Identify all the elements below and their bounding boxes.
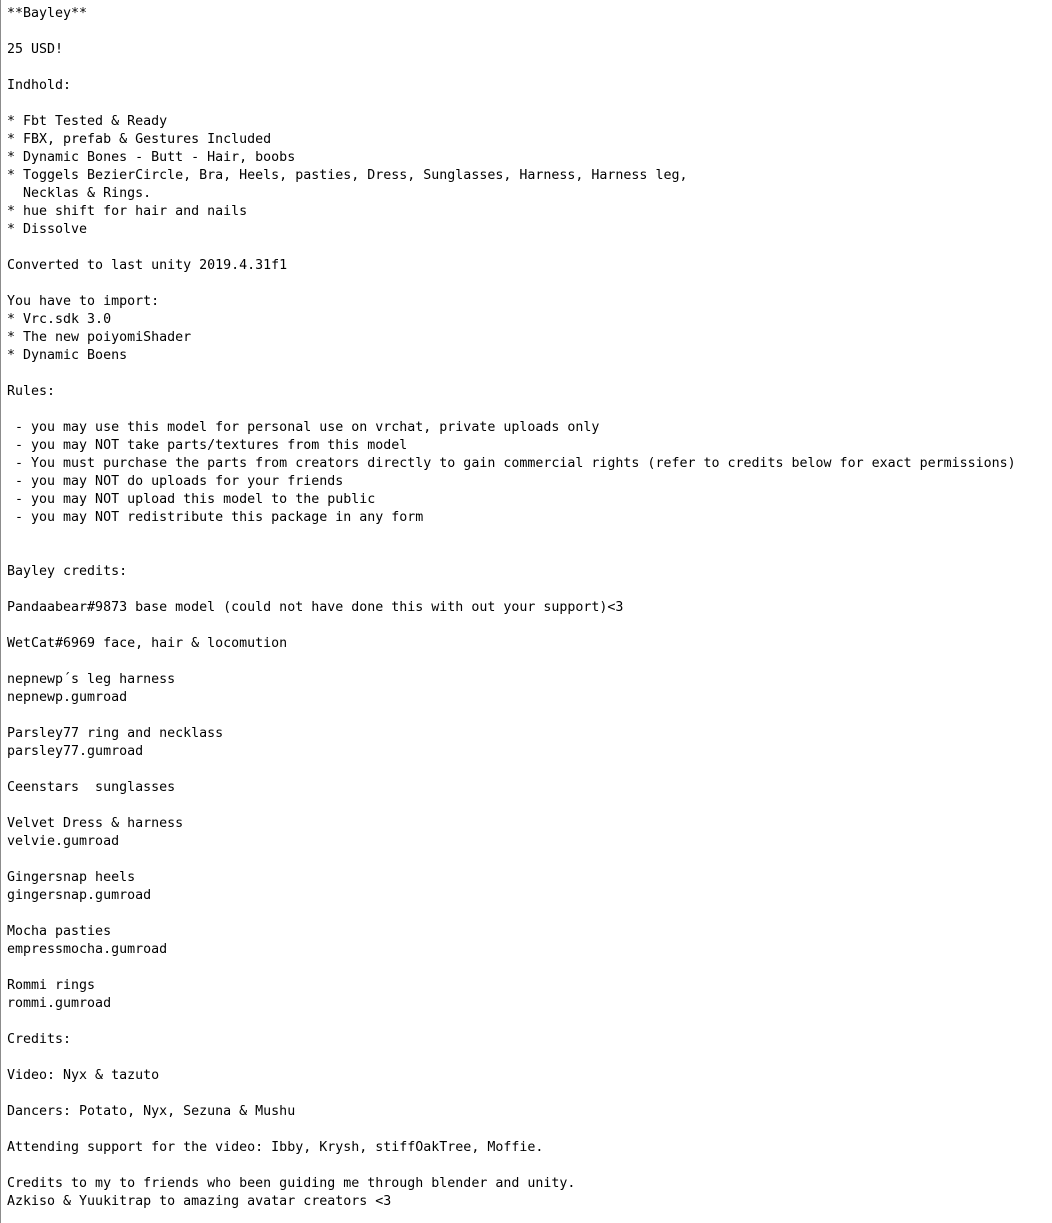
text-line: Indhold: — [7, 78, 72, 93]
text-line: * Dynamic Bones - Butt - Hair, boobs — [7, 150, 296, 165]
text-line: Dancers: Potato, Nyx, Sezuna & Mushu — [7, 1104, 296, 1119]
text-line — [7, 275, 1044, 293]
text-line — [7, 23, 1044, 41]
text-line: Credits: — [7, 1032, 72, 1047]
text-line: * Dissolve — [7, 222, 88, 237]
text-line: parsley77.gumroad — [7, 744, 144, 759]
text-line — [7, 707, 1044, 725]
text-line: Pandaabear#9873 base model (could not have done this with out your support)<3 — [7, 600, 624, 615]
text-line — [7, 239, 1044, 257]
text-line: Velvet Dress & harness — [7, 816, 184, 831]
text-line — [7, 851, 1044, 869]
text-line: rommi.gumroad — [7, 996, 112, 1011]
text-line: Credits to my to friends who been guiding me through blender and unity. — [7, 1176, 576, 1191]
text-line: WetCat#6969 face, hair & locomution — [7, 636, 288, 651]
text-line — [7, 95, 1044, 113]
text-line: Parsley77 ring and necklass — [7, 726, 224, 741]
text-line — [7, 905, 1044, 923]
text-line — [7, 1013, 1044, 1031]
text-line: Gingersnap heels — [7, 870, 136, 885]
text-line — [7, 527, 1044, 545]
text-line: Rules: — [7, 384, 56, 399]
text-line: * Fbt Tested & Ready — [7, 114, 168, 129]
text-line: - you may NOT redistribute this package in any form — [7, 510, 424, 525]
text-line — [7, 545, 1044, 563]
text-line: * FBX, prefab & Gestures Included — [7, 132, 272, 147]
text-line — [7, 959, 1044, 977]
text-line: * Vrc.sdk 3.0 — [7, 312, 112, 327]
text-line: - you may NOT take parts/textures from this model — [7, 438, 408, 453]
text-line — [7, 653, 1044, 671]
text-line: - you may NOT upload this model to the public — [7, 492, 376, 507]
text-line: Video: Nyx & tazuto — [7, 1068, 160, 1083]
text-line: * Dynamic Boens — [7, 348, 128, 363]
text-line: 25 USD! — [7, 42, 64, 57]
text-line: * Toggels BezierCircle, Bra, Heels, pasties, Dress, Sunglasses, Harness, Harness leg, — [7, 168, 688, 183]
text-line — [7, 1121, 1044, 1139]
text-line — [7, 59, 1044, 77]
text-line: - you may use this model for personal use on vrchat, private uploads only — [7, 420, 600, 435]
text-line: - You must purchase the parts from creators directly to gain commercial rights (refer to credits below for exact permissions) — [7, 456, 1016, 471]
text-line: * hue shift for hair and nails — [7, 204, 248, 219]
text-line — [7, 797, 1044, 815]
text-line: Rommi rings — [7, 978, 96, 993]
text-line: * The new poiyomiShader — [7, 330, 192, 345]
text-line: Azkiso & Yuukitrap to amazing avatar creators <3 — [7, 1194, 392, 1209]
text-line — [7, 617, 1044, 635]
text-line: empressmocha.gumroad — [7, 942, 168, 957]
text-line: **Bayley** — [7, 6, 88, 21]
text-line — [7, 761, 1044, 779]
text-line — [7, 1157, 1044, 1175]
text-line — [7, 401, 1044, 419]
text-line: You have to import: — [7, 294, 160, 309]
text-line: Necklas & Rings. — [7, 186, 152, 201]
text-line: Bayley credits: — [7, 564, 128, 579]
text-line: Attending support for the video: Ibby, Krysh, stiffOakTree, Moffie. — [7, 1140, 544, 1155]
text-line — [7, 1085, 1044, 1103]
text-line: Converted to last unity 2019.4.31f1 — [7, 258, 288, 273]
text-line — [7, 1049, 1044, 1067]
text-line: nepnewp´s leg harness — [7, 672, 176, 687]
text-line: Mocha pasties — [7, 924, 112, 939]
text-line: gingersnap.gumroad — [7, 888, 152, 903]
text-line: - you may NOT do uploads for your friends — [7, 474, 344, 489]
text-line — [7, 365, 1044, 383]
text-line: Ceenstars sunglasses — [7, 780, 176, 795]
text-line — [7, 581, 1044, 599]
text-line: nepnewp.gumroad — [7, 690, 128, 705]
text-line: velvie.gumroad — [7, 834, 120, 849]
